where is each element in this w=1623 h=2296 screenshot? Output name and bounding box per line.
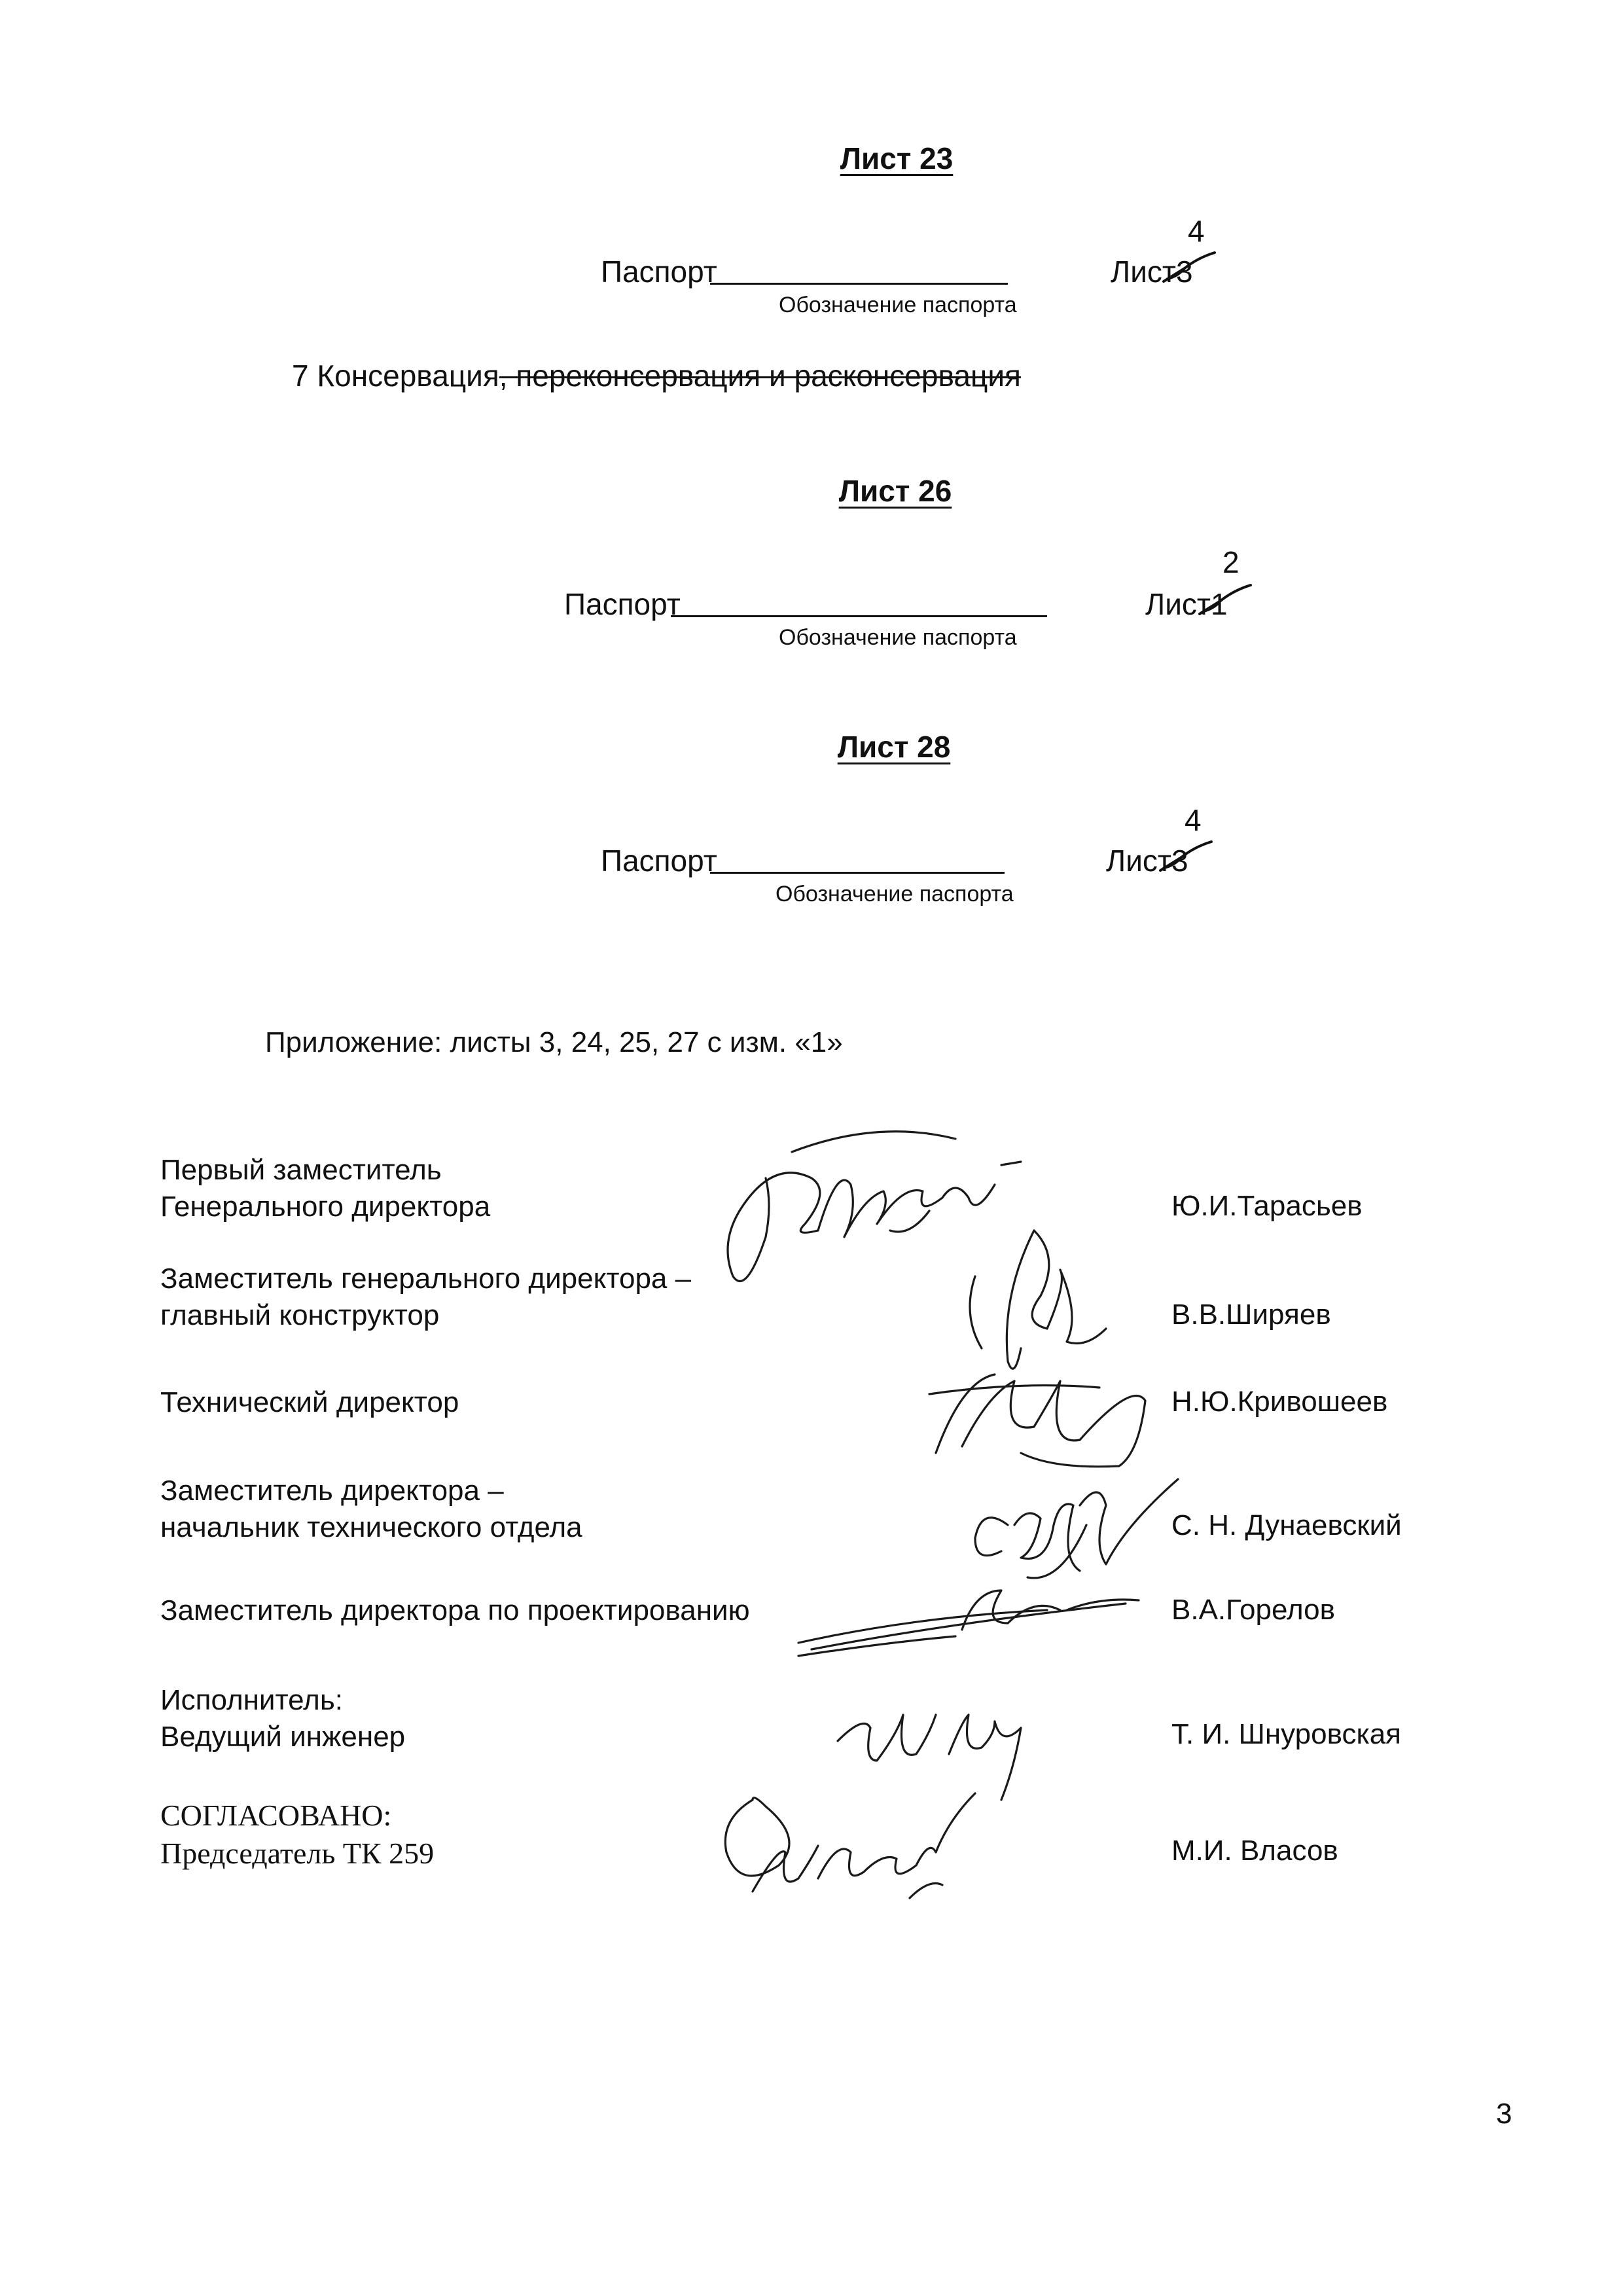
signatory-name: В.А.Горелов — [1171, 1594, 1335, 1626]
page-number: 3 — [1496, 2098, 1512, 2130]
signatory-position — [160, 1592, 750, 1629]
attachment-note: Приложение: листы 3, 24, 25, 27 с изм. «1» — [265, 1026, 843, 1058]
signatory-position — [160, 1384, 459, 1421]
position-line: Технический директор — [160, 1386, 459, 1418]
signatory-name: С. Н. Дунаевский — [1171, 1509, 1402, 1541]
signatory-position — [160, 1261, 691, 1334]
position-line: Председатель ТК 259 — [160, 1837, 435, 1870]
position-line: начальник технического отдела — [160, 1511, 582, 1543]
signature-vlasov — [713, 1780, 988, 1924]
passport-designation-caption: Обозначение паспорта — [776, 882, 1014, 906]
sheet-title-23: Лист 23 — [840, 141, 954, 175]
passport-designation-line — [710, 283, 1008, 285]
sheet-number-old: 3 — [1175, 255, 1193, 289]
signatory-name: Ю.И.Тарасьев — [1171, 1190, 1363, 1222]
signatory-position — [160, 1473, 582, 1546]
signatory-name: М.И. Власов — [1171, 1835, 1338, 1867]
passport-designation-line — [671, 615, 1047, 617]
signature-krivosheev — [923, 1355, 1171, 1473]
position-line: Первый заместитель — [160, 1154, 442, 1186]
signatory-position — [160, 1152, 490, 1225]
signatory-name: В.В.Ширяев — [1171, 1299, 1331, 1331]
passport-designation-caption: Обозначение паспорта — [779, 293, 1017, 317]
passport-designation-line — [710, 872, 1005, 874]
sheet-number-label: Лист — [1106, 844, 1171, 878]
position-line: Генерального директора — [160, 1191, 491, 1223]
signatory-name: Н.Ю.Кривошеев — [1171, 1386, 1388, 1418]
passport-label: Паспорт — [601, 844, 717, 878]
correction-strike-mark — [1158, 249, 1217, 288]
sheet-number-new: 2 — [1222, 545, 1240, 579]
signatory-position — [160, 1682, 405, 1755]
passport-label: Паспорт — [601, 255, 717, 289]
signature-gorelov — [785, 1571, 1152, 1662]
section-title-kept: 7 Консервация — [292, 359, 499, 393]
sheet-title-26: Лист 26 — [838, 474, 952, 508]
passport-designation-caption: Обозначение паспорта — [779, 625, 1017, 650]
position-line: Заместитель директора по проектированию — [160, 1594, 750, 1626]
correction-strike-mark — [1194, 581, 1253, 620]
sheet-number-new: 4 — [1185, 803, 1202, 837]
sheet-title-28: Лист 28 — [837, 730, 951, 764]
sheet-number-old: 3 — [1171, 844, 1188, 878]
sheet-number-new: 4 — [1188, 214, 1205, 248]
position-line: главный конструктор — [160, 1299, 440, 1331]
passport-label: Паспорт — [564, 587, 681, 621]
position-line: Исполнитель: — [160, 1684, 343, 1716]
position-line: Ведущий инженер — [160, 1721, 406, 1753]
sheet-number-old: 1 — [1210, 587, 1228, 621]
section-title-struck: , переконсервация и расконсервация — [499, 359, 1021, 393]
approval-heading: СОГЛАСОВАНО: — [160, 1799, 392, 1832]
position-line: Заместитель директора – — [160, 1475, 504, 1507]
signatory-position — [160, 1797, 434, 1873]
sheet-number-label: Лист — [1111, 255, 1176, 289]
signatory-name: Т. И. Шнуровская — [1171, 1718, 1401, 1750]
position-line: Заместитель генерального директора – — [160, 1263, 692, 1295]
section-heading — [292, 358, 1021, 393]
sheet-number-label: Лист — [1145, 587, 1211, 621]
correction-strike-mark — [1155, 838, 1214, 877]
